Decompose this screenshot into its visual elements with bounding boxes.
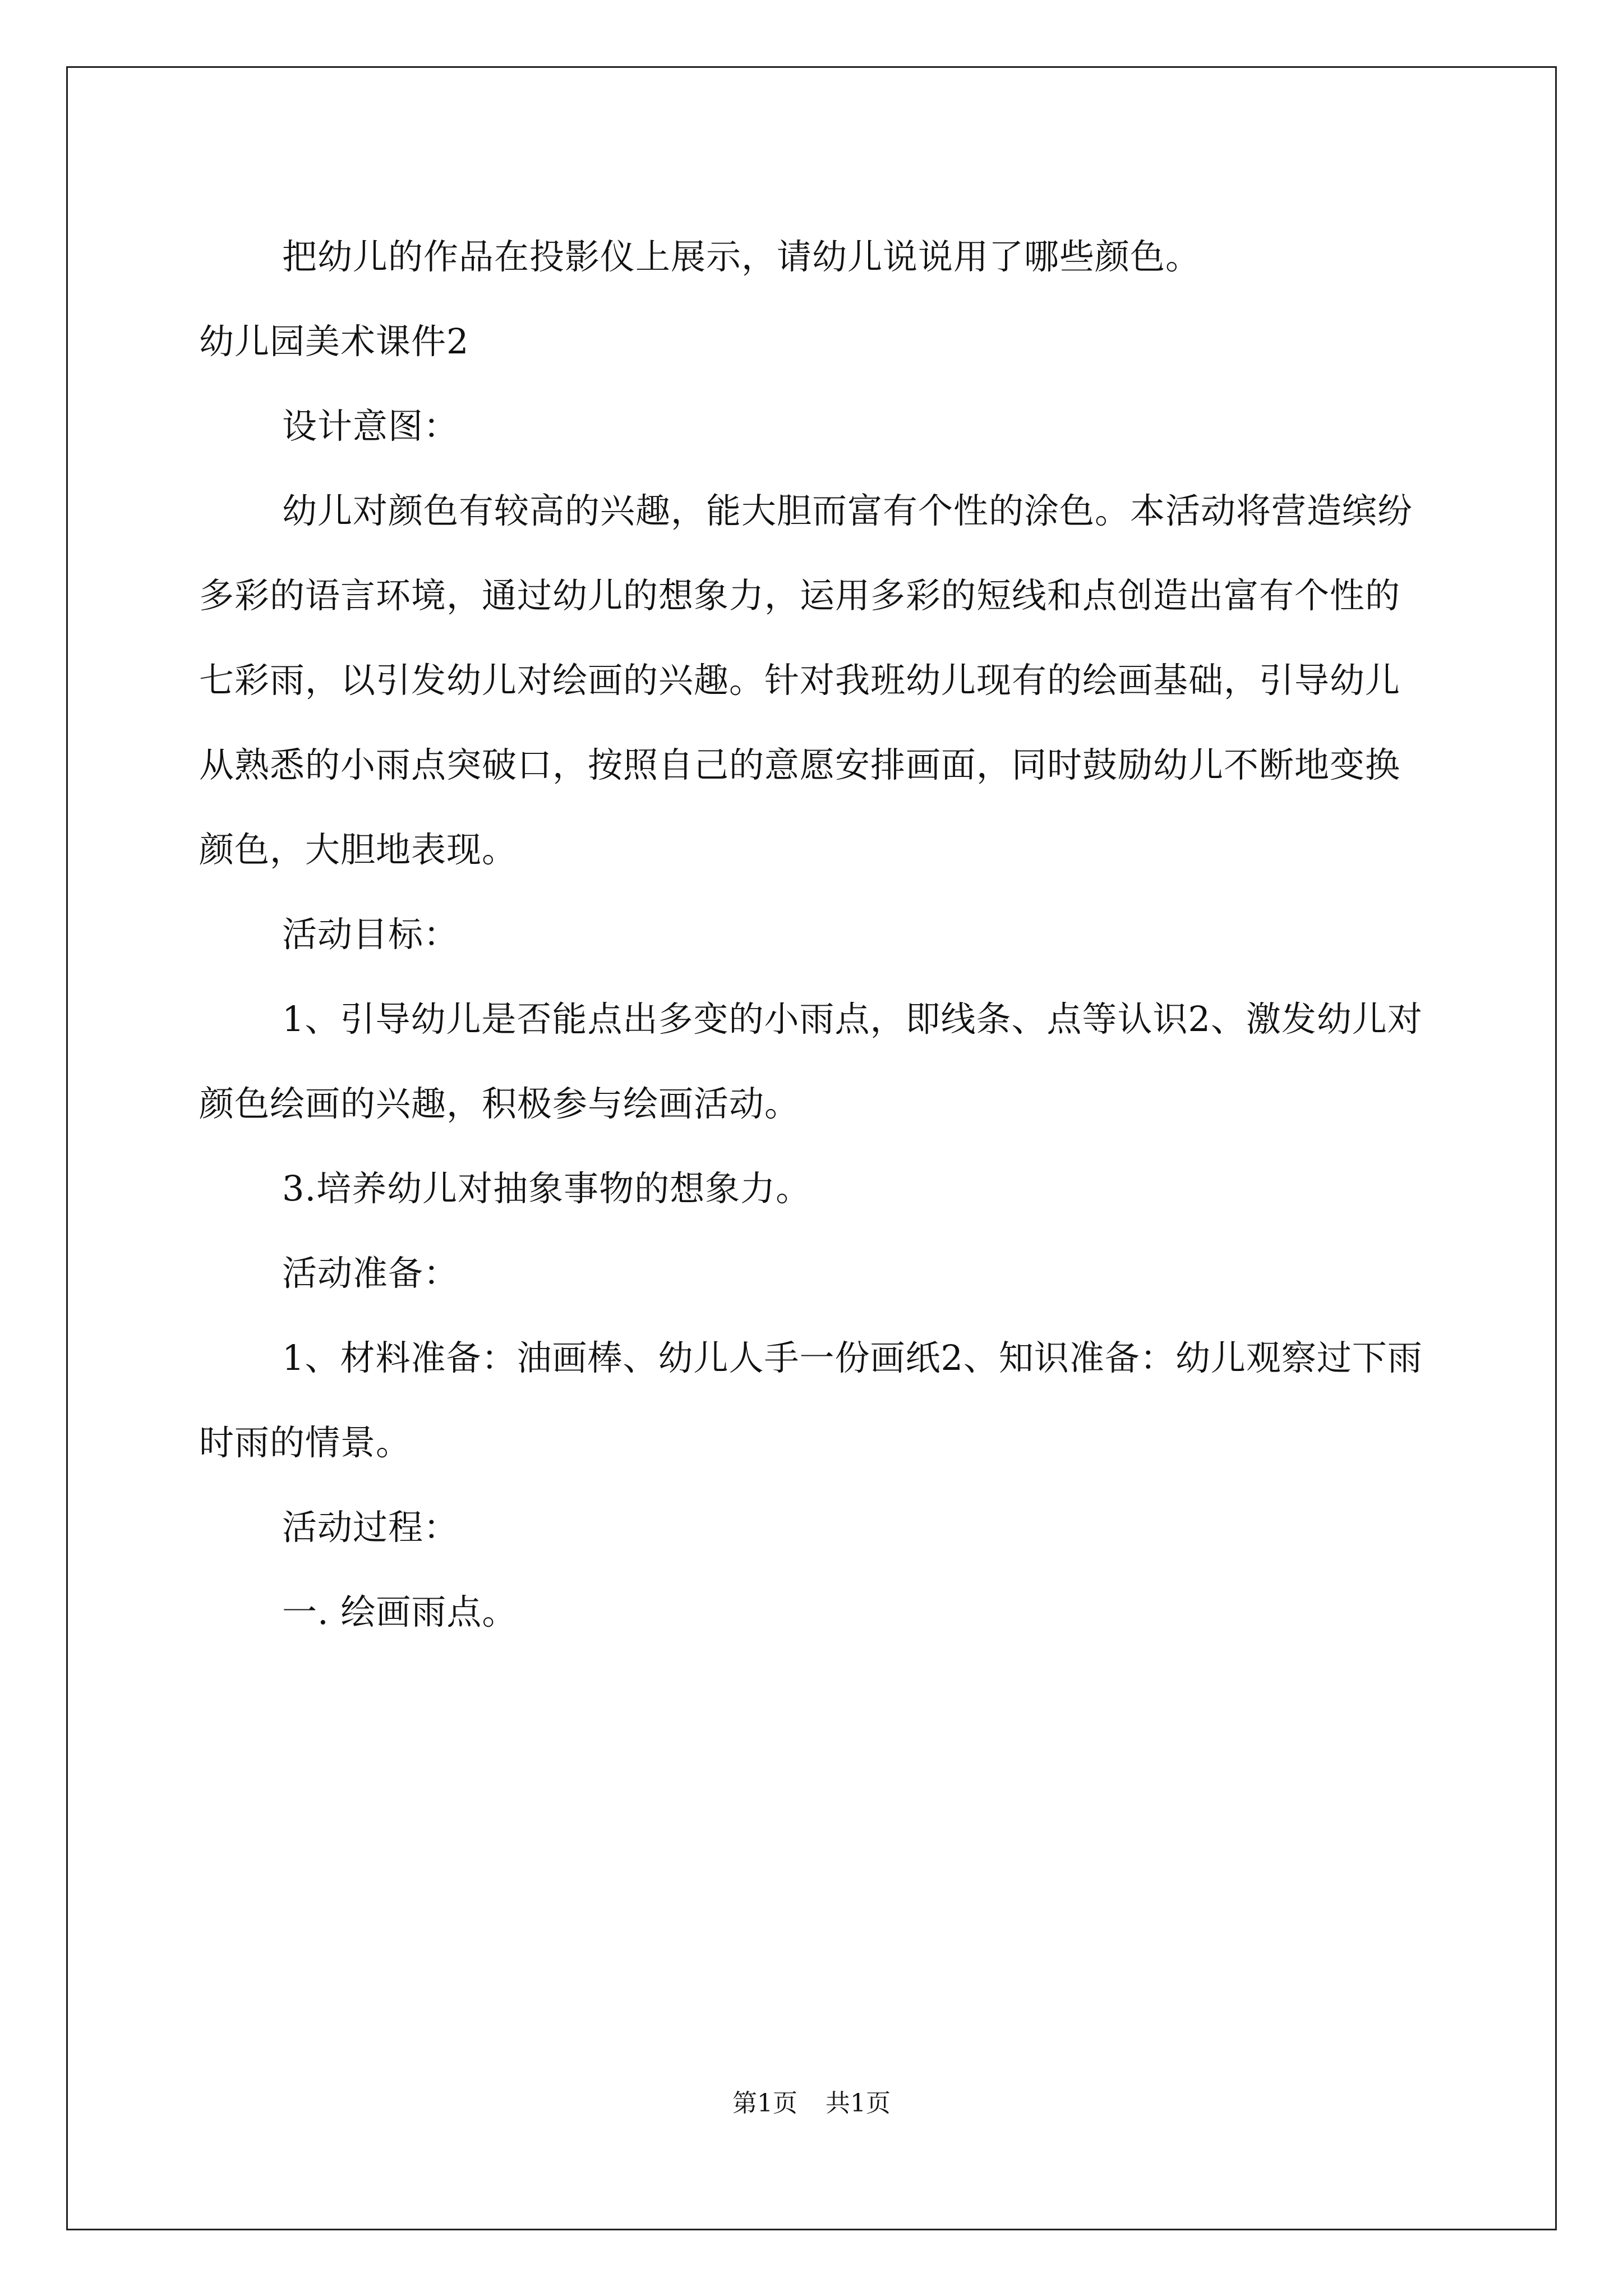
page-total: 共1页: [826, 2089, 891, 2118]
heading-activity-goals: 活动目标：: [282, 914, 459, 955]
page-number: 第1页: [732, 2089, 797, 2118]
paragraph-activity-preparation: 1、材料准备：油画棒、幼儿人手一份画纸2、知识准备：幼儿观察过下雨时雨的情景。: [199, 1337, 1423, 1463]
heading-activity-process: 活动过程：: [282, 1507, 459, 1548]
paragraph-activity-goals: 1、引导幼儿是否能点出多变的小雨点，即线条、点等认识2、激发幼儿对颜色绘画的兴趣，积极参与绘画活动。: [199, 999, 1423, 1124]
heading-activity-preparation: 活动准备：: [282, 1253, 459, 1294]
section-title: 幼儿园美术课件2: [199, 321, 469, 362]
paragraph-goal-3: 3.培养幼儿对抽象事物的想象力。: [282, 1168, 811, 1209]
document-body: [199, 214, 1424, 1654]
paragraph-design-intent: 幼儿对颜色有较高的兴趣，能大胆而富有个性的涂色。本活动将营造缤纷多彩的语言环境，通过幼儿的想象力，运用多彩的短线和点创造出富有个性的七彩雨，以引发幼儿对绘画的兴趣。针对我班幼儿现有的绘画基础，引导幼儿从熟悉的小雨点突破口，按照自己的意愿安排画面，同时鼓励幼儿不断地变换颜色，大胆地表现。: [199, 490, 1413, 870]
heading-design-intent: 设计意图：: [282, 406, 459, 447]
paragraph-closing-step: 把幼儿的作品在投影仪上展示，请幼儿说说用了哪些颜色。: [282, 236, 1201, 277]
page-footer: [0, 2087, 1623, 2120]
paragraph-step-1: 一. 绘画雨点。: [282, 1591, 518, 1632]
